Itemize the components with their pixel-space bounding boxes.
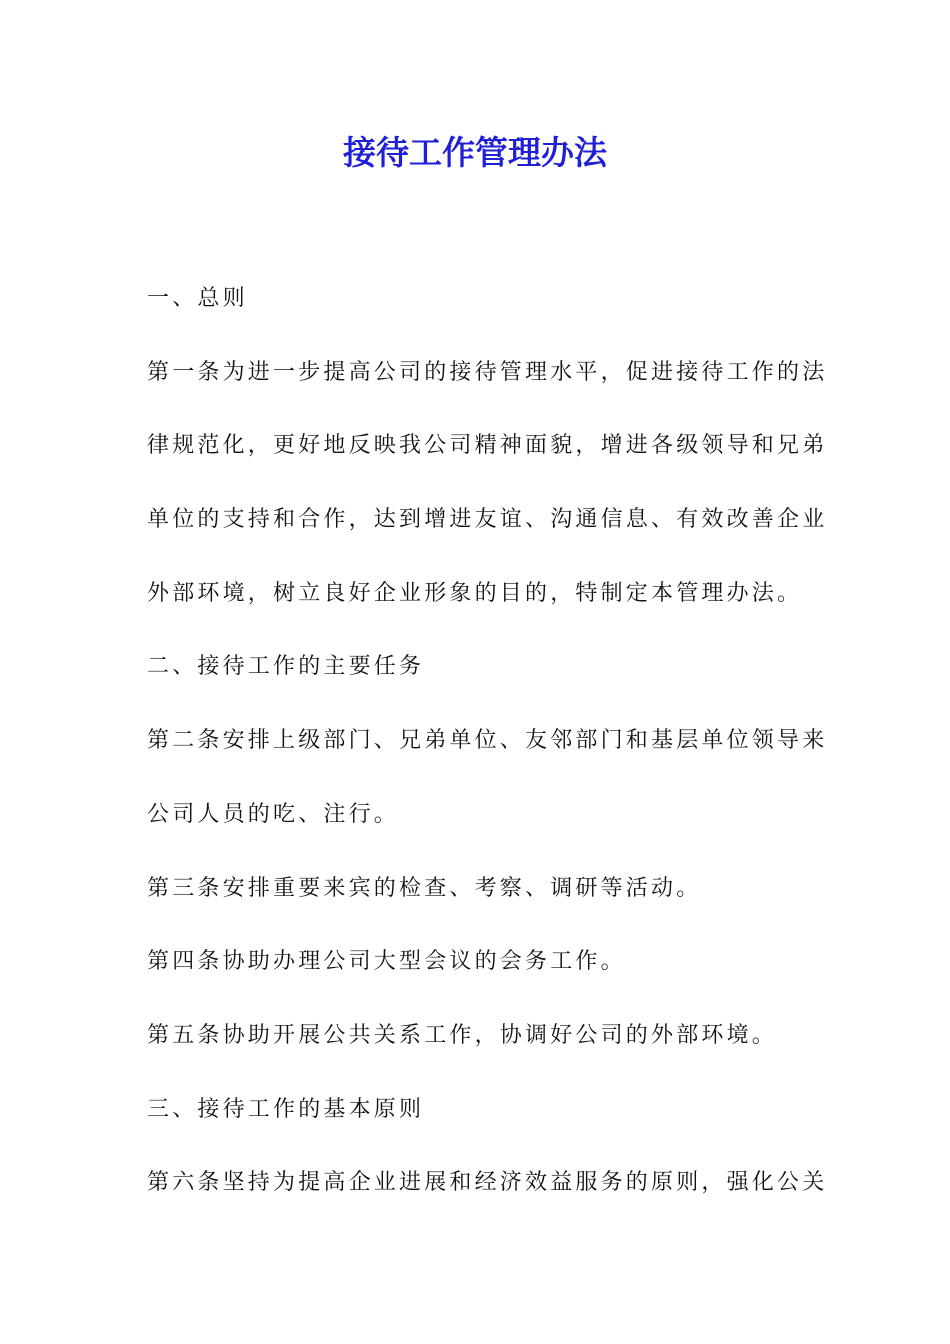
paragraph-line: 第五条协助开展公共关系工作，协调好公司的外部环境。: [147, 1022, 778, 1048]
paragraph-line: 外部环境，树立良好企业形象的目的，特制定本管理办法。: [147, 580, 803, 606]
section-heading-basic-principles: 三、接待工作的基本原则: [147, 1096, 425, 1122]
paragraph-line: 律规范化，更好地反映我公司精神面貌，增进各级领导和兄弟: [147, 433, 828, 459]
paragraph-line: 公司人员的吃、注行。: [147, 801, 400, 827]
section-heading-general: 一、总则: [147, 286, 248, 311]
document-title: 接待工作管理办法: [343, 133, 607, 172]
paragraph-line: 第二条安排上级部门、兄弟单位、友邻部门和基层单位领导来: [147, 728, 828, 754]
paragraph-line: 第六条坚持为提高企业进展和经济效益服务的原则，强化公关: [147, 1170, 828, 1196]
paragraph-line: 第一条为进一步提高公司的接待管理水平，促进接待工作的法: [147, 359, 828, 385]
document-body: [147, 262, 828, 1220]
paragraph-line: 第三条安排重要来宾的检查、考察、调研等活动。: [147, 875, 702, 901]
paragraph-line: 第四条协助办理公司大型会议的会务工作。: [147, 949, 626, 975]
paragraph-line: 单位的支持和合作，达到增进友谊、沟通信息、有效改善企业: [147, 507, 828, 533]
section-heading-main-tasks: 二、接待工作的主要任务: [147, 654, 425, 680]
